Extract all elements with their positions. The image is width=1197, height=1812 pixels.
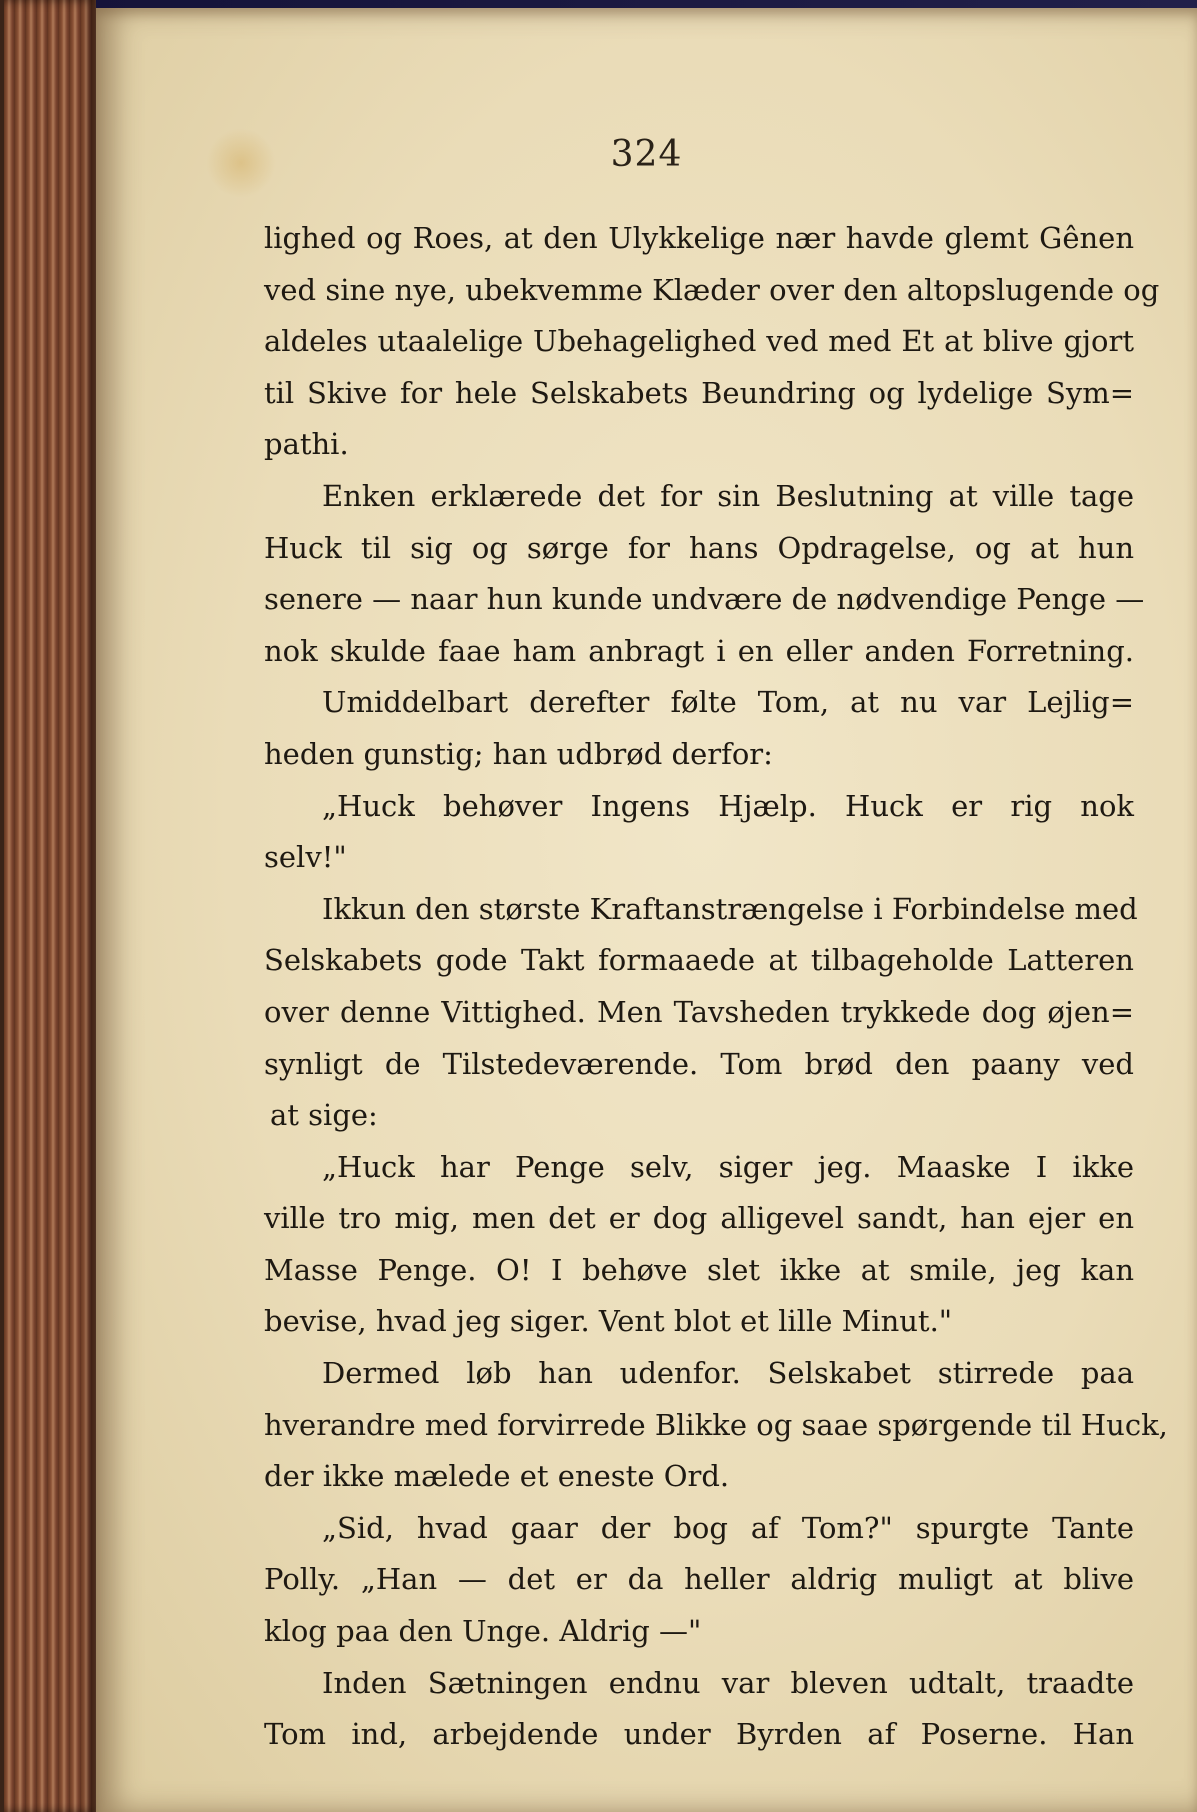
- text-line: ved sine nye, ubekvemme Klæder over den altopslugende og: [264, 272, 1160, 307]
- text-line: pathi.: [264, 427, 349, 462]
- text-line: synligt de Tilstedeværende. Tom brød den paany ved: [264, 1046, 1134, 1081]
- text-line: Masse Penge. O! I behøve slet ikke at smile, jeg kan: [264, 1252, 1134, 1287]
- text-line: klog paa den Unge. Aldrig —": [264, 1614, 702, 1649]
- page-number: 324: [610, 134, 683, 175]
- paragraph-start-line: Enken erklærede det for sin Beslutning at ville tage: [322, 478, 1134, 513]
- text-line: selv!": [264, 840, 347, 875]
- text-line: lighed og Roes, at den Ulykkelige nær havde glemt Gênen: [264, 221, 1134, 255]
- text-line: aldeles utaalelige Ubehagelighed ved med Et at blive gjort: [264, 324, 1134, 359]
- text-line: ville tro mig, men det er dog alligevel sandt, han ejer en: [264, 1201, 1134, 1236]
- text-line: til Skive for hele Selskabets Beundring og lydelige Sym=: [264, 375, 1134, 410]
- book-page-edges: [4, 0, 96, 1812]
- text-line: nok skulde faae ham anbragt i en eller anden Forretning.: [264, 633, 1134, 668]
- text-line: heden gunstig; han udbrød derfor:: [264, 736, 773, 771]
- text-line: Polly. „Han — det er da heller aldrig muligt at blive: [264, 1562, 1134, 1597]
- paragraph-start-line: Dermed løb han udenfor. Selskabet stirrede paa: [322, 1356, 1134, 1391]
- paragraph-start-line: „Huck har Penge selv, siger jeg. Maaske I ikke: [322, 1149, 1134, 1184]
- paragraph-start-line: Umiddelbart derefter følte Tom, at nu var Lejlig=: [322, 685, 1134, 720]
- text-line: der ikke mælede et eneste Ord.: [264, 1459, 730, 1494]
- paragraph-start-line: Ikkun den største Kraftanstrængelse i Forbindelse med: [322, 891, 1138, 926]
- text-line: senere — naar hun kunde undvære de nødvendige Penge —: [264, 582, 1145, 617]
- paragraph-start-line: „Sid, hvad gaar der bog af Tom?" spurgte Tante: [322, 1510, 1134, 1545]
- book-page: [96, 8, 1197, 1812]
- paragraph-start-line: „Huck behøver Ingens Hjælp. Huck er rig nok: [322, 788, 1134, 823]
- text-line: Tom ind, arbejdende under Byrden af Poserne. Han: [264, 1717, 1134, 1752]
- text-line: hverandre med forvirrede Blikke og saae spørgende til Huck,: [264, 1407, 1168, 1442]
- text-line: Huck til sig og sørge for hans Opdragelse, og at hun: [264, 530, 1134, 565]
- text-line: at sige:: [270, 1098, 378, 1133]
- paragraph-start-line: Inden Sætningen endnu var bleven udtalt, traadte: [322, 1665, 1134, 1700]
- text-line: Selskabets gode Takt formaaede at tilbageholde Latteren: [264, 943, 1134, 978]
- text-line: bevise, hvad jeg siger. Vent blot et lille Minut.": [264, 1304, 953, 1339]
- text-line: over denne Vittighed. Men Tavsheden trykkede dog øjen=: [264, 994, 1134, 1029]
- page-body-text: [264, 213, 1168, 1761]
